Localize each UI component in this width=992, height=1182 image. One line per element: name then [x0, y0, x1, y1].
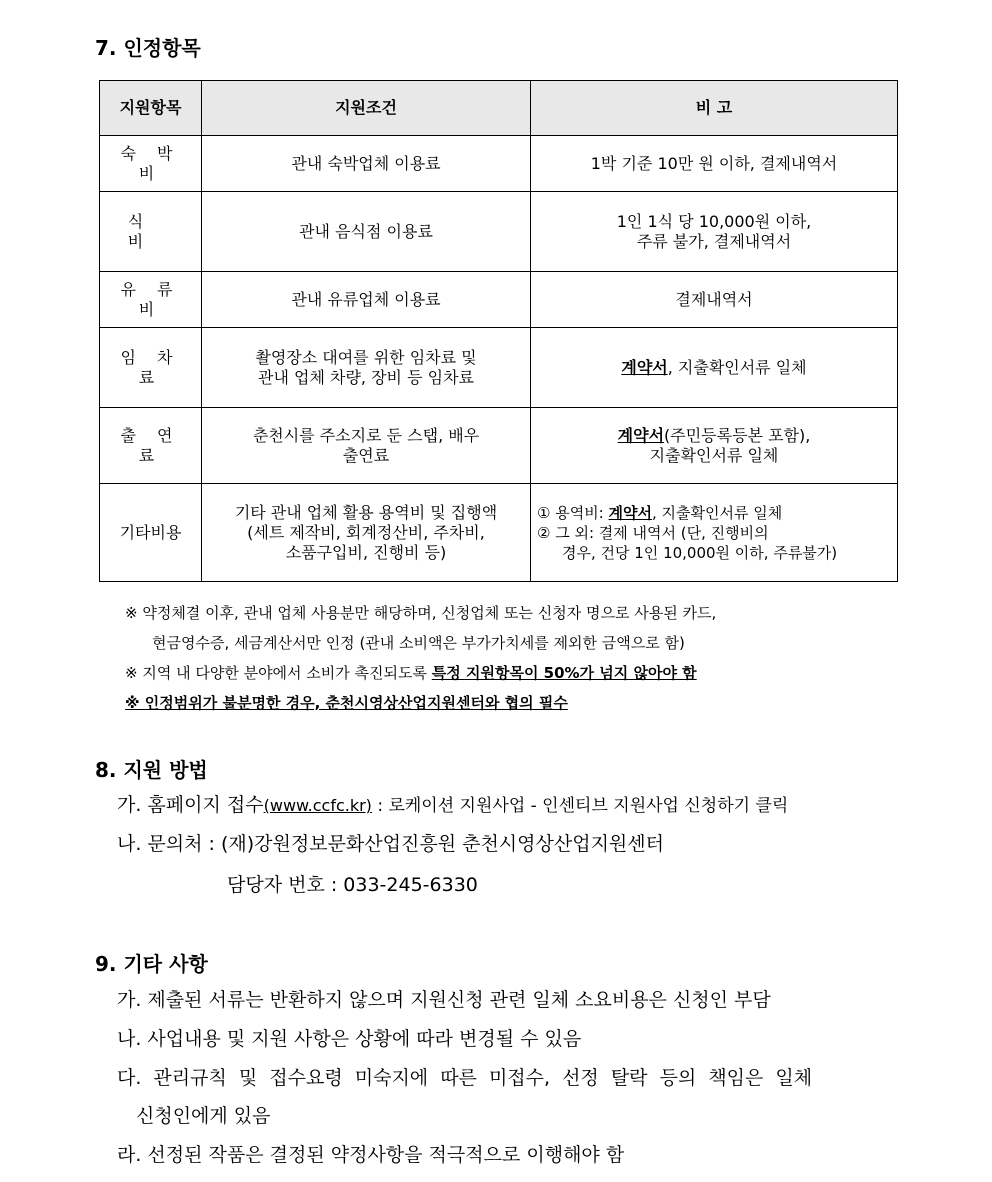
row-category: 기타비용	[100, 484, 202, 582]
condition-line: 촬영장소 대여를 위한 임차료 및	[255, 347, 477, 367]
condition-line: 관내 업체 차량, 장비 등 임차료	[258, 367, 474, 387]
remarks-line: 1인 1식 당 10,000원 이하,	[616, 211, 812, 231]
row-condition: 관내 숙박업체 이용료	[202, 136, 531, 192]
remarks-line	[537, 426, 891, 446]
table-row	[100, 408, 898, 484]
row-condition: 관내 유류업체 이용료	[202, 272, 531, 328]
remarks-text: , 지출확인서류 일체	[652, 503, 783, 522]
s8-item-b: 나. 문의처 : (재)강원정보문화산업진흥원 춘천시영상산업지원센터	[117, 833, 664, 855]
row-remarks: 결제내역서	[531, 272, 898, 328]
note-line: ※ 인정범위가 불분명한 경우, 춘천시영상산업지원센터와 협의 필수	[125, 694, 568, 712]
table-row	[100, 192, 898, 272]
table-row	[100, 136, 898, 192]
homepage-link[interactable]: (www.ccfc.kr)	[263, 796, 372, 815]
note-line: 현금영수증, 세금계산서만 인정 (관내 소비액은 부가가치세를 제외한 금액으로 함)	[152, 634, 685, 652]
remarks-text: (주민등록등본 포함),	[664, 425, 811, 445]
section-9-heading: 9. 기타 사항	[95, 952, 208, 976]
row-category: 임 차 료	[100, 328, 202, 408]
s9-item-b: 나. 사업내용 및 지원 사항은 상황에 따라 변경될 수 있음	[117, 1028, 582, 1050]
support-items-table	[99, 80, 898, 582]
row-condition	[202, 328, 531, 408]
s9-item-a: 가. 제출된 서류는 반환하지 않으며 지원신청 관련 일체 소요비용은 신청인 부담	[117, 989, 771, 1011]
remarks-line: ② 그 외: 결제 내역서 (단, 진행비의	[537, 523, 769, 542]
row-condition: 관내 음식점 이용료	[202, 192, 531, 272]
remarks-line: 경우, 건당 1인 10,000원 이하, 주류불가)	[562, 543, 838, 562]
header-remarks: 비 고	[531, 81, 898, 136]
s9-item-c-cont: 신청인에게 있음	[136, 1105, 271, 1127]
remarks-line: 지출확인서류 일체	[649, 445, 779, 465]
table-row	[100, 484, 898, 582]
header-condition: 지원조건	[202, 81, 531, 136]
note-text: ※ 지역 내 다양한 분야에서 소비가 촉진되도록	[125, 664, 432, 682]
row-remarks	[531, 328, 898, 408]
section-8-heading: 8. 지원 방법	[95, 758, 208, 782]
row-remarks: 1박 기준 10만 원 이하, 결제내역서	[531, 136, 898, 192]
condition-line: 기타 관내 업체 활용 용역비 및 집행액	[234, 502, 498, 522]
remarks-text: ① 용역비:	[537, 503, 609, 522]
header-item: 지원항목	[100, 81, 202, 136]
row-category: 숙 박 비	[100, 136, 202, 192]
contract-label: 계약서	[608, 503, 652, 522]
s8-item-a	[117, 786, 788, 825]
table-header-row	[100, 81, 898, 136]
row-category: 출 연 료	[100, 408, 202, 484]
contract-label: 계약서	[617, 425, 665, 445]
row-category: 식 비	[100, 192, 202, 272]
row-condition	[202, 408, 531, 484]
s8-item-a-text: : 로케이션 지원사업 - 인센티브 지원사업 신청하기 클릭	[371, 796, 789, 816]
s9-item-d: 라. 선정된 작품은 결정된 약정사항을 적극적으로 이행해야 함	[117, 1144, 625, 1166]
note-line	[125, 658, 716, 688]
row-remarks	[531, 192, 898, 272]
s8-item-a-label: 가. 홈페이지 접수	[117, 794, 264, 816]
row-condition	[202, 484, 531, 582]
section-7-notes	[125, 598, 716, 718]
remarks-line	[537, 503, 891, 523]
condition-line: (세트 제작비, 회계정산비, 주차비,	[247, 522, 485, 542]
s9-item-c: 다. 관리규칙 및 접수요령 미숙지에 따른 미접수, 선정 탈락 등의 책임은 일체	[117, 1067, 813, 1089]
contract-label: 계약서	[621, 357, 668, 377]
condition-line: 춘천시를 주소지로 둔 스탭, 배우	[252, 425, 480, 445]
remarks-line: 주류 불가, 결제내역서	[636, 231, 792, 251]
note-emphasis: 특정 지원항목이 50%가 넘지 않아야 함	[431, 664, 697, 682]
row-remarks	[531, 484, 898, 582]
row-category: 유 류 비	[100, 272, 202, 328]
table-row	[100, 272, 898, 328]
s8-contact-number: 담당자 번호 : 033-245-6330	[227, 874, 478, 896]
condition-line: 소품구입비, 진행비 등)	[285, 542, 447, 562]
condition-line: 출연료	[342, 445, 390, 465]
section-7-heading: 7. 인정항목	[95, 36, 201, 60]
row-remarks	[531, 408, 898, 484]
table-row	[100, 328, 898, 408]
note-line: ※ 약정체결 이후, 관내 업체 사용분만 해당하며, 신청업체 또는 신청자 명으로 사용된 카드,	[125, 604, 717, 622]
remarks-text: , 지출확인서류 일체	[667, 357, 807, 377]
